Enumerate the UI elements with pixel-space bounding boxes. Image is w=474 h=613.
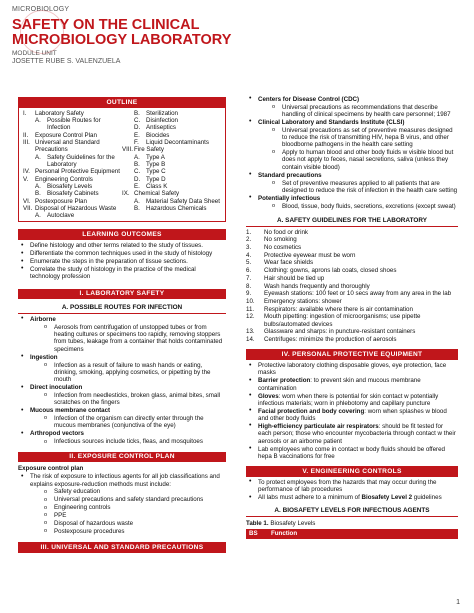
outline-entry-text: Exposure Control Plan: [35, 131, 97, 139]
engineering-item: • To protect employees from the hazards that may occur during the performance of lab procedures: [246, 479, 458, 494]
sub-list: [270, 180, 458, 195]
sub-list-item: o Engineering controls: [42, 504, 226, 511]
outline-entry-number: A.: [35, 212, 41, 220]
sub-list-item: o Infection from needlesticks, broken glass, animal bites, small scratches on the fingers: [42, 392, 226, 407]
document-title: SAFETY ON THE CLINICAL MICROBIOLOGY LABORATORY: [12, 17, 232, 49]
outline-entry-number: A.: [35, 117, 41, 125]
sub-list-item: o Universal precautions as recommendations that describe handling of clinical specimens by health care personnel; 1987: [270, 104, 458, 119]
outline-entry: [122, 205, 221, 212]
outline-entry: [122, 154, 221, 161]
guideline-item: [246, 252, 458, 259]
outline-entry-text: Class K: [146, 182, 168, 190]
biosafety-subheading: A. BIOSAFETY LEVELS FOR INFECTIOUS AGENTS: [246, 506, 458, 517]
outline-entry: [122, 168, 221, 175]
sub-list: [42, 362, 226, 384]
exposure-list: [18, 473, 226, 535]
sub-list: [270, 203, 458, 210]
list-item: [18, 354, 226, 384]
outline-entry-number: B.: [134, 204, 140, 212]
outline-entry-number: VIII.: [122, 146, 134, 154]
guideline-number: 7.: [246, 274, 252, 282]
outline-entry-text: Possible Routes for Infection: [47, 117, 101, 132]
guideline-item: [246, 229, 458, 236]
sub-list-item: o Disposal of hazardous waste: [42, 520, 226, 527]
guideline-number: 12.: [246, 313, 255, 321]
sub-list: [42, 415, 226, 430]
guidelines-subheading: A. SAFETY GUIDELINES FOR THE LABORATORY: [246, 216, 458, 227]
outline-entry-number: V.: [23, 175, 29, 183]
biosafety-level-phrase: Biosafety Level 2: [361, 494, 413, 502]
author-name: JOSETTE RUBE S. VALENZUELA: [12, 58, 121, 66]
guideline-number: 4.: [246, 251, 252, 259]
outline-entry-number: VI.: [23, 197, 31, 205]
learning-outcomes-list: [18, 242, 226, 280]
outline-entry: [122, 176, 221, 183]
sub-list-item: o PPE: [42, 512, 226, 519]
outline-entry: [23, 168, 122, 175]
ppe-item-text: : worn when there is potential for skin contact w potentially infectious materials; worn in phlebotomy and capillary puncture: [258, 392, 439, 407]
sub-list-item: o Universal precautions and safety standard precautions: [42, 496, 226, 503]
sub-list-item: o Universal precautions as set of preventive measures designed to reduce the risk of transmitting HIV, hepa B virus, and other bloodborne pathogens in the health care setting: [270, 127, 458, 149]
outcome-item: • Differentiate the common techniques used in the study of histology: [18, 250, 226, 257]
table-header-row: [246, 529, 458, 538]
outline-entry-number: IV.: [23, 168, 30, 176]
outline-entry: [122, 132, 221, 139]
guideline-number: 9.: [246, 290, 252, 298]
outline-entry-text: Personal Protective Equipment: [35, 168, 120, 176]
routes-list: [18, 316, 226, 446]
guideline-text: Mouth pipetting: ingestion of microorganisms; use pipette bulbs/automated devices: [264, 313, 421, 328]
guideline-item: [246, 328, 458, 335]
outline-entry: [23, 198, 122, 205]
left-column: [18, 97, 226, 553]
guideline-number: 13.: [246, 328, 255, 336]
precautions-list: [246, 96, 458, 210]
ppe-item-lead: Gloves: [258, 392, 279, 400]
outline-entry: [23, 212, 122, 219]
list-item: [246, 172, 458, 195]
guideline-item: [246, 306, 458, 313]
list-item: [18, 384, 226, 407]
table-caption-text: Biosafety Levels: [268, 519, 316, 527]
outline-entry-number: E.: [134, 182, 140, 190]
guideline-number: 2.: [246, 236, 252, 244]
guideline-text: Centrifuges: minimize the production of aerosols: [264, 336, 397, 344]
guideline-text: Protective eyewear must be worn: [264, 251, 356, 259]
outline-entry-number: F.: [134, 139, 139, 147]
list-item-title: The risk of exposure to infectious agents for all job classifications and explains exposure-reduction methods must include:: [30, 473, 220, 488]
universal-heading: III. UNIVERSAL AND STANDARD PRECAUTIONS: [18, 542, 226, 553]
sub-list-item: o Blood, tissue, body fluids, secretions, excretions (except sweat): [270, 203, 458, 210]
list-item: [18, 473, 226, 535]
outline-entry-text: Type A: [146, 153, 165, 161]
sub-list-item: o Aerosols from centrifugation of unstopped tubes or from heating cultures or specimens too rapidly, removing stoppers from tubes, leakage from a container that holds contaminated specimens: [42, 324, 226, 353]
outline-entry-text: Hazardous Chemicals: [146, 204, 207, 212]
outline-entry-text: Antiseptics: [146, 124, 176, 132]
outline-entry: [23, 139, 122, 154]
outline-entry-number: B.: [134, 109, 140, 117]
guideline-number: 6.: [246, 267, 252, 275]
outline-entry: [23, 154, 122, 169]
outline-entry-number: A.: [134, 197, 140, 205]
outline-entry-text: Type D: [146, 175, 166, 183]
outline-entry: [23, 117, 122, 132]
exposure-label: Exposure control plan: [18, 465, 84, 473]
ppe-item-text: : to prevent skin and mucous membrane contamination: [258, 377, 421, 392]
sub-list: [42, 324, 226, 353]
ppe-item: [246, 362, 458, 377]
ppe-item: [246, 423, 458, 445]
page-number: 1: [456, 598, 460, 606]
outline-entry: [23, 132, 122, 139]
outline-entry: [122, 183, 221, 190]
guideline-number: 5.: [246, 259, 252, 267]
outline-left-column: [23, 110, 122, 220]
outline-entry-number: A.: [35, 182, 41, 190]
outline-entry-number: C.: [134, 117, 141, 125]
guideline-item: [246, 275, 458, 282]
outline-entry-text: Chemical Safety: [134, 190, 180, 198]
guideline-text: No smoking: [264, 236, 297, 244]
sub-list-item: o Apply to human blood and other body fluids w visible blood but does not apply to feces, nasal secretions, saliva (unless they contain visible blood): [270, 149, 458, 171]
outline-entry-text: Disposal of Hazardous Waste: [35, 204, 117, 212]
outline-entry: [122, 117, 221, 124]
guideline-item: [246, 236, 458, 243]
list-item-title: Clinical Laboratory and Standards Institute (CLSI): [258, 118, 405, 126]
ppe-item: [246, 408, 458, 423]
outline-entry-text: Biocides: [146, 131, 170, 139]
outline-entry: [122, 146, 221, 153]
outline-entry-number: I.: [23, 109, 27, 117]
outline-entry-number: B.: [35, 190, 41, 198]
list-item: [246, 96, 458, 119]
exposure-heading: II. EXPOSURE CONTROL PLAN: [18, 452, 226, 463]
list-item-title: Airborne: [30, 315, 56, 323]
outline-entry-number: A.: [35, 153, 41, 161]
engineering-heading: V. ENGINEERING CONTROLS: [246, 466, 458, 477]
outline-entry: [122, 161, 221, 168]
learning-outcomes-heading: LEARNING OUTCOMES: [18, 229, 226, 240]
list-item: [18, 407, 226, 430]
outcome-item: • Enumerate the steps in the preparation of tissue sections.: [18, 258, 226, 265]
ppe-item-lead: High-efficiency particulate air respirators: [258, 422, 379, 430]
ppe-item: [246, 393, 458, 408]
guideline-text: Hair should be tied up: [264, 274, 325, 282]
outline-entry-text: Material Safety Data Sheet: [146, 197, 220, 205]
sub-list-item: o Infection as a result of failure to wash hands or eating, drinking, smoking, applying cosmetics, or pipetting by the mouth: [42, 362, 226, 384]
list-item-title: Centers for Disease Control (CDC): [258, 95, 360, 103]
list-item: [246, 195, 458, 210]
biosafety-table: [246, 529, 458, 538]
routes-subheading: A. POSSIBLE ROUTES FOR INFECTION: [18, 303, 226, 314]
outline-entry-number: II.: [23, 131, 29, 139]
outline-entry-number: B.: [134, 160, 140, 168]
outline-entry-text: Type C: [146, 168, 166, 176]
sub-list-item: o Set of preventive measures applied to all patients that are designed to reduce the risk of infection in the health care setting: [270, 180, 458, 195]
outline-entry-text: Universal and Standard Precautions: [35, 139, 100, 154]
guideline-text: Emergency stations: shower: [264, 297, 342, 305]
ppe-item-lead: Barrier protection: [258, 377, 311, 385]
sub-list: [270, 127, 458, 171]
ppe-item: [246, 377, 458, 392]
outline-entry-text: Fire Safety: [134, 146, 164, 154]
guideline-text: Clothing: gowns, aprons lab coats, closed shoes: [264, 267, 397, 275]
outline-entry: [122, 110, 221, 117]
outline-heading: OUTLINE: [18, 97, 226, 108]
ppe-item: [246, 446, 458, 461]
outline-entry-number: D.: [134, 124, 141, 132]
outline-entry: [122, 139, 221, 146]
lab-safety-heading: I. LABORATORY SAFETY: [18, 289, 226, 300]
sub-list-item: o Safety education: [42, 488, 226, 495]
outline-entry-text: Sterilization: [146, 109, 178, 117]
guideline-item: [246, 290, 458, 297]
outline-entry-number: III.: [23, 139, 30, 147]
list-item-title: Ingestion: [30, 353, 58, 361]
outline-entry: [23, 110, 122, 117]
table-caption-lead: Table 1.: [246, 519, 269, 527]
right-column: [246, 95, 458, 539]
guideline-item: [246, 298, 458, 305]
document-header: [12, 6, 312, 67]
guideline-text: Wash hands frequently and thoroughly: [264, 282, 370, 290]
outline-entry-number: D.: [134, 175, 141, 183]
sub-list: [42, 438, 226, 445]
outline-entry: [23, 190, 122, 197]
list-item-title: Direct inoculation: [30, 384, 83, 392]
ppe-item-text: : should be fit tested for each person; those who encounter mycobacteria through contact w their aerosols or an airborne patient: [258, 422, 456, 445]
outline-entry: [122, 190, 221, 197]
sub-list-item: o Postexposure procedures: [42, 528, 226, 535]
outline-entry-text: Safety Guidelines for the Laboratory: [47, 153, 115, 168]
outline-right-column: [122, 110, 221, 220]
list-item: [246, 119, 458, 171]
outline-entry-number: IX.: [122, 190, 130, 198]
guideline-text: Glassware and sharps: in puncture-resistant containers: [264, 328, 416, 336]
guideline-number: 11.: [246, 305, 255, 313]
guideline-text: Eyewash stations: 100 feet or 10 secs away from any area in the lab: [264, 290, 452, 298]
engineering-item: • All labs must adhere to a minimum of Biosafety Level 2 guidelines: [246, 494, 458, 501]
guideline-item: [246, 244, 458, 251]
guideline-item: [246, 336, 458, 343]
watermark-stamp-icon: [20, 10, 64, 54]
outline-entry-number: A.: [134, 153, 140, 161]
outline-entry-number: C.: [134, 168, 141, 176]
ppe-item-text: Lab employees who come in contact w body fluids should be offered hepa B vaccinations for free: [258, 445, 445, 460]
guideline-item: [246, 267, 458, 274]
guideline-number: 10.: [246, 297, 255, 305]
guideline-number: 8.: [246, 282, 252, 290]
table-header-bs: BS: [246, 529, 268, 538]
outline-entry: [23, 176, 122, 183]
list-item-title: Mucous membrane contact: [30, 407, 111, 415]
guideline-item: [246, 259, 458, 266]
guideline-number: 3.: [246, 243, 252, 251]
outline-entry-text: Laboratory Safety: [35, 109, 84, 117]
sub-list: [270, 104, 458, 119]
outline-entry-text: Liquid Decontaminants: [146, 139, 209, 147]
guideline-text: No cosmetics: [264, 243, 302, 251]
list-item: [18, 430, 226, 445]
outline-entry: [122, 198, 221, 205]
guidelines-list: [246, 229, 458, 344]
outcome-item: • Define histology and other terms related to the study of tissues.: [18, 242, 226, 249]
ppe-list: [246, 362, 458, 460]
outline-entry-number: VII.: [23, 204, 33, 212]
outline-entry: [23, 183, 122, 190]
outline-entry-text: Engineering Controls: [35, 175, 93, 183]
guideline-item: [246, 313, 458, 328]
guideline-item: [246, 283, 458, 290]
outline-entry-text: Type B: [146, 160, 166, 168]
guideline-text: Wear face shields: [264, 259, 314, 267]
engineering-list: [246, 479, 458, 502]
guideline-text: No food or drink: [264, 228, 309, 236]
course-label: MICROBIOLOGY: [12, 6, 70, 13]
sub-list-item: o Infection of the organism can directly enter through the mucous membranes (conjunctiva of the eye): [42, 415, 226, 430]
list-item: [18, 316, 226, 353]
list-item-title: Arthropod vectors: [30, 430, 84, 438]
module-label: MODULE UNIT: [12, 49, 57, 57]
ppe-item-text: Protective laboratory clothing disposable gloves, eye protection, face masks: [258, 362, 447, 377]
outline-entry-text: Postexposure Plan: [35, 197, 87, 205]
table-caption: [246, 520, 458, 527]
sub-list: [42, 488, 226, 535]
outline-entry-text: Disinfection: [146, 117, 178, 125]
outline-entry-text: Biosafety Levels: [47, 182, 93, 190]
guideline-text: Respirators: available where there is air contamination: [264, 305, 413, 313]
outline-entry: [23, 205, 122, 212]
outline-entry-number: E.: [134, 131, 140, 139]
list-item-title: Potentially infectious: [258, 194, 321, 202]
ppe-item-lead: Facial protection and body covering: [258, 407, 365, 415]
outline-entry-text: Biosafety Cabinets: [47, 190, 99, 198]
ppe-heading: IV. PERSONAL PROTECTIVE EQUIPMENT: [246, 349, 458, 360]
outline-entry: [122, 124, 221, 131]
sub-list: [42, 392, 226, 407]
outline-box: [18, 108, 226, 223]
ppe-item-text: : worn when splashes w blood and other body fluids: [258, 407, 447, 423]
table-header-function: Function: [268, 529, 458, 538]
guideline-number: 1.: [246, 228, 252, 236]
list-item-title: Standard precautions: [258, 171, 322, 179]
outcome-item: • Correlate the study of histology in the practice of the medical technology profession: [18, 266, 226, 281]
outline-entry-text: Autoclave: [47, 212, 75, 220]
guideline-number: 14.: [246, 336, 255, 344]
sub-list-item: o Infectious sources include ticks, fleas, and mosquitoes: [42, 438, 226, 445]
